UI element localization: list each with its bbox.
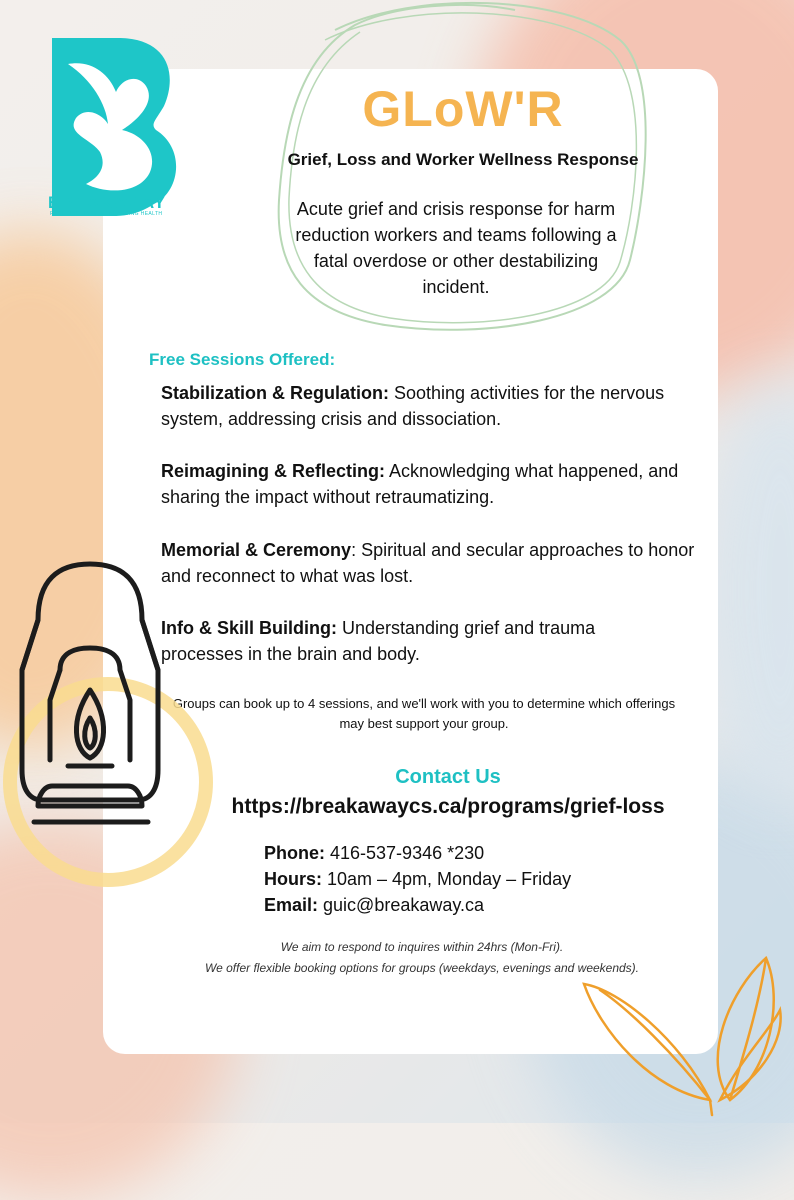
session-label: Reimagining & Reflecting: <box>161 461 386 481</box>
phone-label: Phone: <box>264 843 325 863</box>
email-value[interactable]: guic@breakaway.ca <box>318 895 485 915</box>
session-label: Stabilization & Regulation: <box>161 383 389 403</box>
contact-url-link[interactable]: https://breakawaycs.ca/programs/grief-loss <box>231 795 665 818</box>
session-item <box>161 537 701 589</box>
sessions-heading: Free Sessions Offered: <box>149 350 336 369</box>
lantern-icon <box>0 560 240 890</box>
footnote-booking: We offer flexible booking options for groups (weekdays, evenings and weekends). <box>204 961 640 975</box>
intro-text: Acute grief and crisis response for harm reduction workers and teams following a fatal overdose or other destabilizing incident. <box>295 199 617 297</box>
session-text: Acknowledging what happened, and sharing the impact without retraumatizing. <box>161 461 679 507</box>
page-subtitle: Grief, Loss and Worker Wellness Response <box>287 150 639 169</box>
phone-value[interactable]: 416-537-9346 *230 <box>325 843 485 863</box>
brand-name: BREAKAWAY <box>48 193 166 212</box>
hours-label: Hours: <box>264 869 322 889</box>
contact-hours <box>264 866 684 892</box>
session-item <box>161 380 701 432</box>
groups-note: Groups can book up to 4 sessions, and we'll work with you to determine which offerings may best support your group. <box>172 696 676 731</box>
session-text: Soothing activities for the nervous system, addressing crisis and dissociation. <box>161 383 665 429</box>
session-text: : Spiritual and secular approaches to honor and reconnect to what was lost. <box>161 540 695 586</box>
session-label: Memorial & Ceremony <box>161 540 352 560</box>
hours-value: 10am – 4pm, Monday – Friday <box>322 869 572 889</box>
contact-email <box>264 892 684 918</box>
session-label: Info & Skill Building: <box>161 618 337 638</box>
page-title: GLoW'R <box>362 81 564 137</box>
contact-heading: Contact Us <box>395 766 501 788</box>
email-label: Email: <box>264 895 319 915</box>
leaves-icon <box>580 950 794 1123</box>
session-item <box>161 458 701 510</box>
session-text: Understanding grief and trauma processes in the brain and body. <box>161 618 596 664</box>
brand-tagline: REDUCING HARM & ENHANCING HEALTH <box>50 211 163 217</box>
contact-phone <box>264 840 684 866</box>
footnote-response: We aim to respond to inquires within 24hrs (Mon-Fri). <box>280 940 564 954</box>
